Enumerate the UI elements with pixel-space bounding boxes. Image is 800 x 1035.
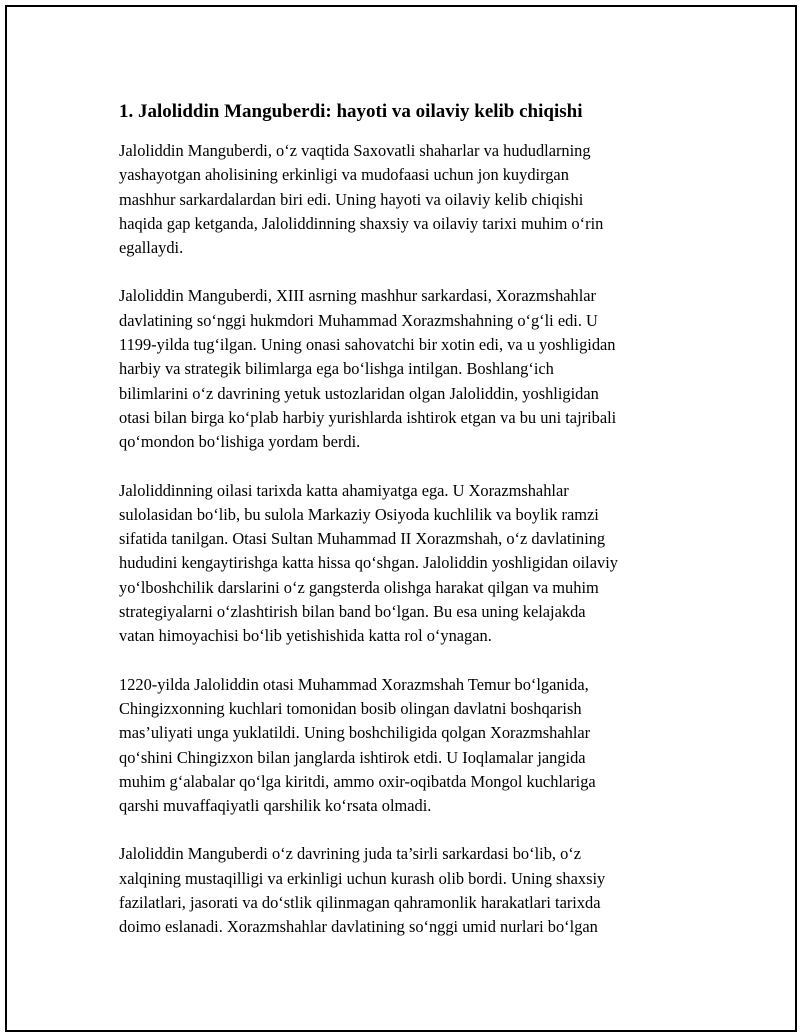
paragraph-5: [119, 842, 689, 939]
text-line: muhim g‘alabalar qo‘lga kiritdi, ammo oxir-oqibatda Mongol kuchlariga: [119, 771, 596, 791]
text-line: yashayotgan aholisining erkinligi va mudofaasi uchun jon kuydirgan: [119, 165, 569, 185]
text-line: otasi bilan birga ko‘plab harbiy yurishlarda ishtirok etgan va bu uni tajribali: [119, 407, 617, 427]
text-line: qarshi muvaffaqiyatli qarshilik ko‘rsata olmadi.: [119, 796, 432, 816]
document-body: [119, 99, 689, 964]
text-line: Jaloliddin Manguberdi, XIII asrning mashhur sarkardasi, Xorazmshahlar: [119, 286, 597, 306]
text-line: davlatining so‘nggi hukmdori Muhammad Xorazmshahning o‘g‘li edi. U: [119, 310, 598, 330]
text-line: 1199-yilda tug‘ilgan. Uning onasi sahovatchi bir xotin edi, va u yoshligidan: [119, 335, 616, 355]
text-line: bilimlarini o‘z davrining yetuk ustozlaridan olgan Jaloliddin, yoshligidan: [119, 383, 599, 403]
text-line: sulolasidan bo‘lib, bu sulola Markaziy Osiyoda kuchlilik va boylik ramzi: [119, 504, 599, 524]
text-line: mashhur sarkardalardan biri edi. Uning hayoti va oilaviy kelib chiqishi: [119, 189, 584, 209]
paragraph-1: [119, 139, 689, 260]
text-line: harbiy va strategik bilimlarga ega bo‘lishga intilgan. Boshlang‘ich: [119, 359, 554, 379]
text-line: qo‘shini Chingizxon bilan janglarda ishtirok etdi. U Ioqlamalar jangida: [119, 747, 586, 767]
text-line: doimo eslanadi. Xorazmshahlar davlatining so‘nggi umid nurlari bo‘lgan: [119, 917, 598, 937]
paragraph-4: [119, 673, 689, 819]
text-line: haqida gap ketganda, Jaloliddinning shaxsiy va oilaviy tarixi muhim o‘rin: [119, 213, 604, 233]
text-line: Jaloliddin Manguberdi o‘z davrining juda ta’sirli sarkardasi bo‘lib, o‘z: [119, 844, 582, 864]
text-line: sifatida tanilgan. Otasi Sultan Muhammad II Xorazmshah, o‘z davlatining: [119, 529, 606, 549]
text-line: egallaydi.: [119, 238, 184, 258]
text-line: qo‘mondon bo‘lishiga yordam berdi.: [119, 432, 361, 452]
paragraph-2: [119, 284, 689, 454]
text-line: strategiyalarni o‘zlashtirish bilan band bo‘lgan. Bu esa uning kelajakda: [119, 602, 586, 622]
page-title: 1. Jaloliddin Manguberdi: hayoti va oilaviy kelib chiqishi: [119, 101, 583, 122]
paragraph-3: [119, 479, 689, 649]
text-line: hududini kengaytirishga katta hissa qo‘shgan. Jaloliddin yoshligidan oilaviy: [119, 553, 618, 573]
text-line: fazilatlari, jasorati va do‘stlik qilinmagan qahramonlik harakatlari tarixda: [119, 893, 601, 913]
text-line: Jaloliddin Manguberdi, o‘z vaqtida Saxovatli shaharlar va hududlarning: [119, 141, 591, 160]
text-line: yo‘lboshchilik darslarini o‘z gangsterda olishga harakat qilgan va muhim: [119, 577, 599, 597]
text-line: Chingizxonning kuchlari tomonidan bosib olingan davlatni boshqarish: [119, 698, 582, 718]
text-line: 1220-yilda Jaloliddin otasi Muhammad Xorazmshah Temur bo‘lganida,: [119, 674, 589, 694]
text-line: Jaloliddinning oilasi tarixda katta ahamiyatga ega. U Xorazmshahlar: [119, 480, 569, 500]
text-line: xalqining mustaqilligi va erkinligi uchun kurash olib bordi. Uning shaxsiy: [119, 868, 606, 888]
text-line: mas’uliyati unga yuklatildi. Uning boshchiligida qolgan Xorazmshahlar: [119, 723, 591, 743]
page-frame: [5, 5, 797, 1032]
text-line: vatan himoyachisi bo‘lib yetishishida katta rol o‘ynagan.: [119, 626, 492, 646]
